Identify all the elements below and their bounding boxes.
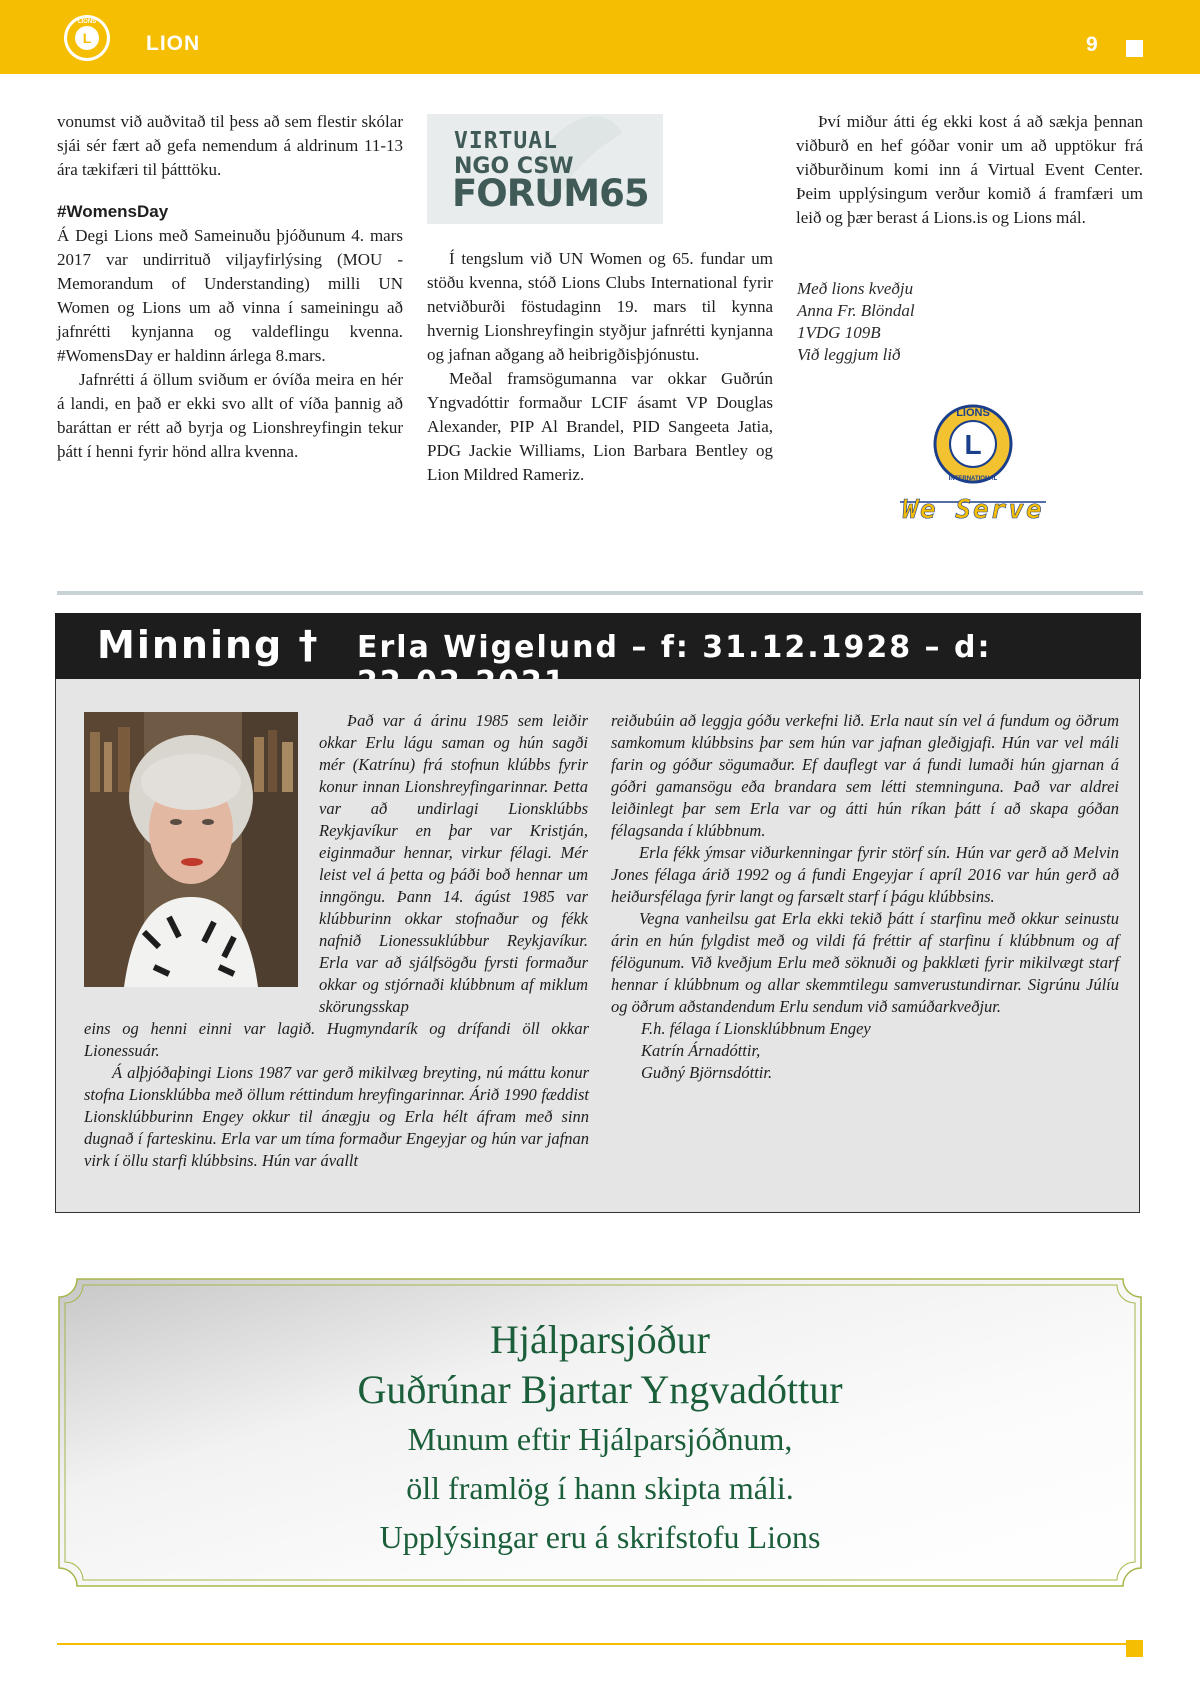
svg-text:L: L bbox=[964, 429, 982, 460]
footer-rule bbox=[57, 1643, 1130, 1645]
logo-line-2: NGO CSW bbox=[454, 154, 574, 179]
article-column-2 bbox=[427, 247, 773, 487]
obituary-banner bbox=[55, 613, 1141, 679]
paragraph: Í tengslum við UN Women og 65. fundar um stöðu kvenna, stóð Lions Clubs International fyrir netviðburði föstudaginn 19. mars til kynna hvernig Lionshreyfingin styðjur jafnrétti kynjanna og jafnan aðgang að heibrigðisþjónustu. bbox=[427, 249, 773, 364]
paragraph: Vegna vanheilsu gat Erla ekki tekið þátt í starfinu með okkur seinustu árin en hún fylgdist með og vildi fá fréttir af starfinu í klúbbnum og af félögunum. Við kveðjum Erlu með söknuði og þakklæti fyrir mikilvægt starf hennar í klúbbnum og allar skemmtilegu samverustundirnar. Sigrúnu Júlíu og öðrum aðstandendum Erlu sendum við samúðarkveðjur. bbox=[611, 909, 1119, 1016]
logo-line-1: VIRTUAL bbox=[454, 128, 558, 154]
fund-announcement bbox=[55, 1315, 1145, 1562]
signature-line: Við leggjum lið bbox=[797, 345, 901, 364]
fund-title: Hjálparsjóður bbox=[490, 1317, 710, 1362]
article-column-3 bbox=[796, 110, 1143, 230]
signature-line: 1VDG 109B bbox=[797, 323, 881, 342]
svg-text:We Serve: We Serve bbox=[902, 495, 1044, 522]
lions-we-serve-emblem bbox=[882, 400, 1064, 522]
footer-square-marker bbox=[1126, 1640, 1143, 1657]
paragraph: Á alþjóðaþingi Lions 1987 var gerð mikilvæg breyting, nú máttu konur stofna Lionsklúbba með öllum réttindum hreyfingarinnar. Árið 1990 fæddist Lionsklúbburinn Engey okkur til ánægju og Erla hélt áfram með sinn dugnað í farteskinu. Erla var um tíma formaður Engeyjar og hún var jafnan virk í öllu starfi klúbbsins. Hún var ávallt bbox=[84, 1063, 589, 1170]
svg-text:LIONS: LIONS bbox=[77, 19, 97, 25]
article-column-1 bbox=[57, 110, 403, 464]
paragraph: Jafnrétti á öllum sviðum er óvíða meira en hér á landi, en það er ekki svo allt of víða þannig að baráttan er rétt að byrja og Lionshreyfingin tekur þátt í henni fyrir hönd allra kvenna. bbox=[57, 370, 403, 461]
paragraph: Það var á árinu 1985 sem leiðir okkar Erlu lágu saman og hún sagði mér (Katrínu) frá stofnun klúbbs fyrir konur innan Lionshreyfingarinnar. Þetta var að undirlagi Lionsklúbbs Reykjavíkur en þar var Kristján, eiginmaður hennar, virkur félagi. Mér leist vel á þetta og þáði boð hennar um inngöngu. Þann 14. ágúst 1985 var klúbburinn okkar stofnaður og fékk nafnið Lionessuklúbbur Reykjavíkur. Erla var að sjálfsögðu fyrsti formaður okkar og stjórnaði klúbbnum af miklum skörungsskap bbox=[319, 711, 588, 1016]
fund-line: Munum eftir Hjálparsjóðnum, bbox=[407, 1421, 793, 1457]
portrait-photo bbox=[84, 712, 298, 987]
paragraph: Erla fékk ýmsar viðurkenningar fyrir störf sín. Hún var gerð að Melvin Jones félaga árið 1992 og á fundi Engeyjar í apríl 2016 var hún gerð að heiðursfélaga fyrir langt og farsælt starf í þágu klúbbsins. bbox=[611, 843, 1119, 906]
ngo-csw-forum-logo bbox=[427, 114, 663, 224]
svg-text:INTERNATIONAL: INTERNATIONAL bbox=[948, 476, 998, 482]
page-number: 9 bbox=[1086, 33, 1098, 56]
svg-text:LIONS: LIONS bbox=[956, 407, 990, 419]
lions-logo-icon bbox=[62, 13, 112, 63]
closing-line: Katrín Árnadóttir, bbox=[641, 1041, 761, 1060]
header-square-marker bbox=[1126, 40, 1143, 57]
signature-line: Anna Fr. Blöndal bbox=[797, 301, 915, 320]
signature-block bbox=[797, 278, 915, 366]
paragraph: eins og henni einni var lagið. Hugmyndarík og drífandi öll okkar Lionessuár. bbox=[84, 1019, 589, 1060]
paragraph: Meðal framsögumanna var okkar Guðrún Yngvadóttir formaður LCIF ásamt VP Douglas Alexander, PIP Al Brandel, PID Sangeeta Jatia, PDG Jackie Williams, Lion Barbara Bentley og Lion Mildred Rameriz. bbox=[427, 369, 773, 484]
obituary-subject: Erla Wigelund – f: 31.12.1928 – d: bbox=[357, 630, 992, 665]
paragraph: Á Degi Lions með Sameinuðu þjóðunum 4. mars 2017 var undirrituð viljayfirlýsing (MOU - Memorandum of Understanding) milli UN Women og Lions um að vinna í sameiningu að jafnrétti kynjanna og valdeflingu kvenna. #WomensDay er haldinn árlega 8.mars. bbox=[57, 226, 403, 365]
page-header bbox=[0, 0, 1200, 74]
paragraph: vonumst við auðvitað til þess að sem flestir skólar sjái sér fært að gefa nemendum á aldrinum 11-13 ára tækifæri til þátttöku. bbox=[57, 112, 403, 179]
section-subheading: #WomensDay bbox=[57, 202, 169, 221]
section-divider bbox=[57, 591, 1143, 595]
signature-line: Með lions kveðju bbox=[797, 279, 914, 298]
publication-name: LION bbox=[146, 32, 201, 55]
obituary-text-bottom-left bbox=[84, 1018, 589, 1172]
obituary-heading: Minning † bbox=[97, 623, 320, 667]
svg-text:L: L bbox=[82, 30, 92, 46]
fund-name: Guðrúnar Bjartar Yngvadóttur bbox=[357, 1367, 843, 1412]
obituary-text-top-left bbox=[319, 710, 588, 1018]
fund-line: öll framlög í hann skipta máli. bbox=[406, 1470, 794, 1506]
fund-line: Upplýsingar eru á skrifstofu Lions bbox=[379, 1519, 821, 1555]
logo-line-3: FORUM65 bbox=[452, 172, 649, 215]
closing-line: F.h. félaga í Lionsklúbbnum Engey bbox=[641, 1019, 871, 1038]
obituary-text-right bbox=[611, 710, 1119, 1084]
paragraph: Því miður átti ég ekki kost á að sækja þennan viðburð en hef góðar vonir um að upptökur frá viðburðinum komi inn á Virtual Event Center. Þeim upplýsingum verður komið á framfæri um leið og þær berast á Lions.is og Lions mál. bbox=[796, 112, 1143, 227]
paragraph: reiðubúin að leggja góðu verkefni lið. Erla naut sín vel á fundum og öðrum samkomum klúbbsins þar sem hún var jafnan gleðigjafi. Hún var vel máli farin og góður sögumaður. Ef dauflegt var á fundi lumaði hún gjarnan á góðri gamansögu eða brandara sem létti stemninguna. Það var aldrei leiðinlegt þar sem Erla var og átti hún ríkan þátt í að skapa góðan félagsanda í klúbbnum. bbox=[611, 711, 1119, 840]
closing-line: Guðný Björnsdóttir. bbox=[641, 1063, 773, 1082]
